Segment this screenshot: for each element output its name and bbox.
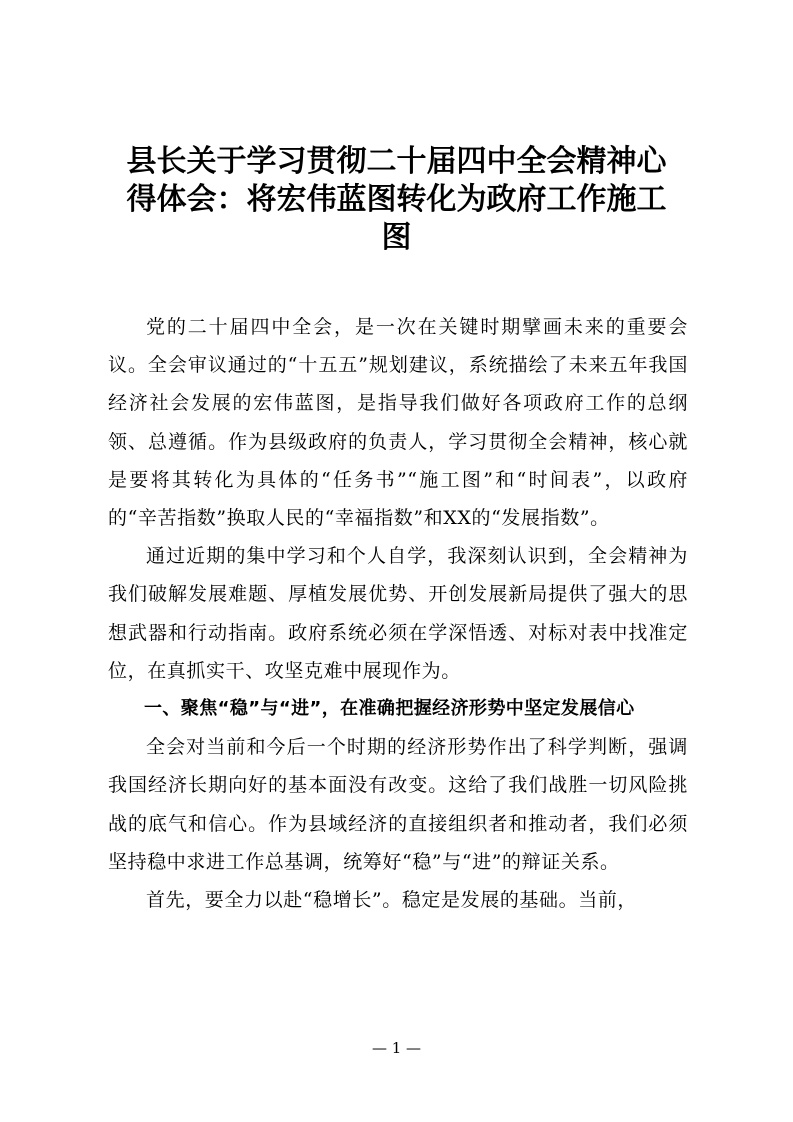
document-body [108, 308, 688, 919]
page-number: — 1 — [371, 1039, 422, 1057]
title-line: 得体会：将宏伟蓝图转化为政府工作施工 [126, 182, 667, 217]
section-heading: 一、聚焦“稳”与“进”，在准确把握经济形势中坚定发展信心 [144, 698, 635, 720]
title-line: 县长关于学习贯彻二十届四中全会精神心 [126, 144, 667, 179]
body-paragraph: 首先，要全力以赴“稳增长”。稳定是发展的基础。当前， [146, 889, 638, 912]
body-paragraph: 党的二十届四中全会，是一次在关键时期擘画未来的重要会议。全会审议通过的“十五五”规划建议，系统描绘了未来五年我国经济社会发展的宏伟蓝图，是指导我们做好各项政府工作的总纲领、总遵循。作为县级政府的负责人，学习贯彻全会精神，核心就是要将其转化为具体的“任务书”“施工图”和“时间表”，以政府的“辛苦指数”换取人民的“幸福指数”和XX的“发展指数”。 [108, 316, 688, 530]
document-title [100, 143, 693, 257]
body-paragraph: 全会对当前和今后一个时期的经济形势作出了科学判断，强调我国经济长期向好的基本面没有改变。这给了我们战胜一切风险挑战的底气和信心。作为县域经济的直接组织者和推动者，我们必须坚持稳中求进工作总基调，统筹好“稳”与“进”的辩证关系。 [108, 736, 688, 873]
title-line: 图 [381, 220, 412, 255]
body-paragraph: 通过近期的集中学习和个人自学，我深刻认识到，全会精神为我们破解发展难题、厚植发展优势、开创发展新局提供了强大的思想武器和行动指南。政府系统必须在学深悟透、对标对表中找准定位，在真抓实干、攻坚克难中展现作为。 [108, 545, 688, 682]
